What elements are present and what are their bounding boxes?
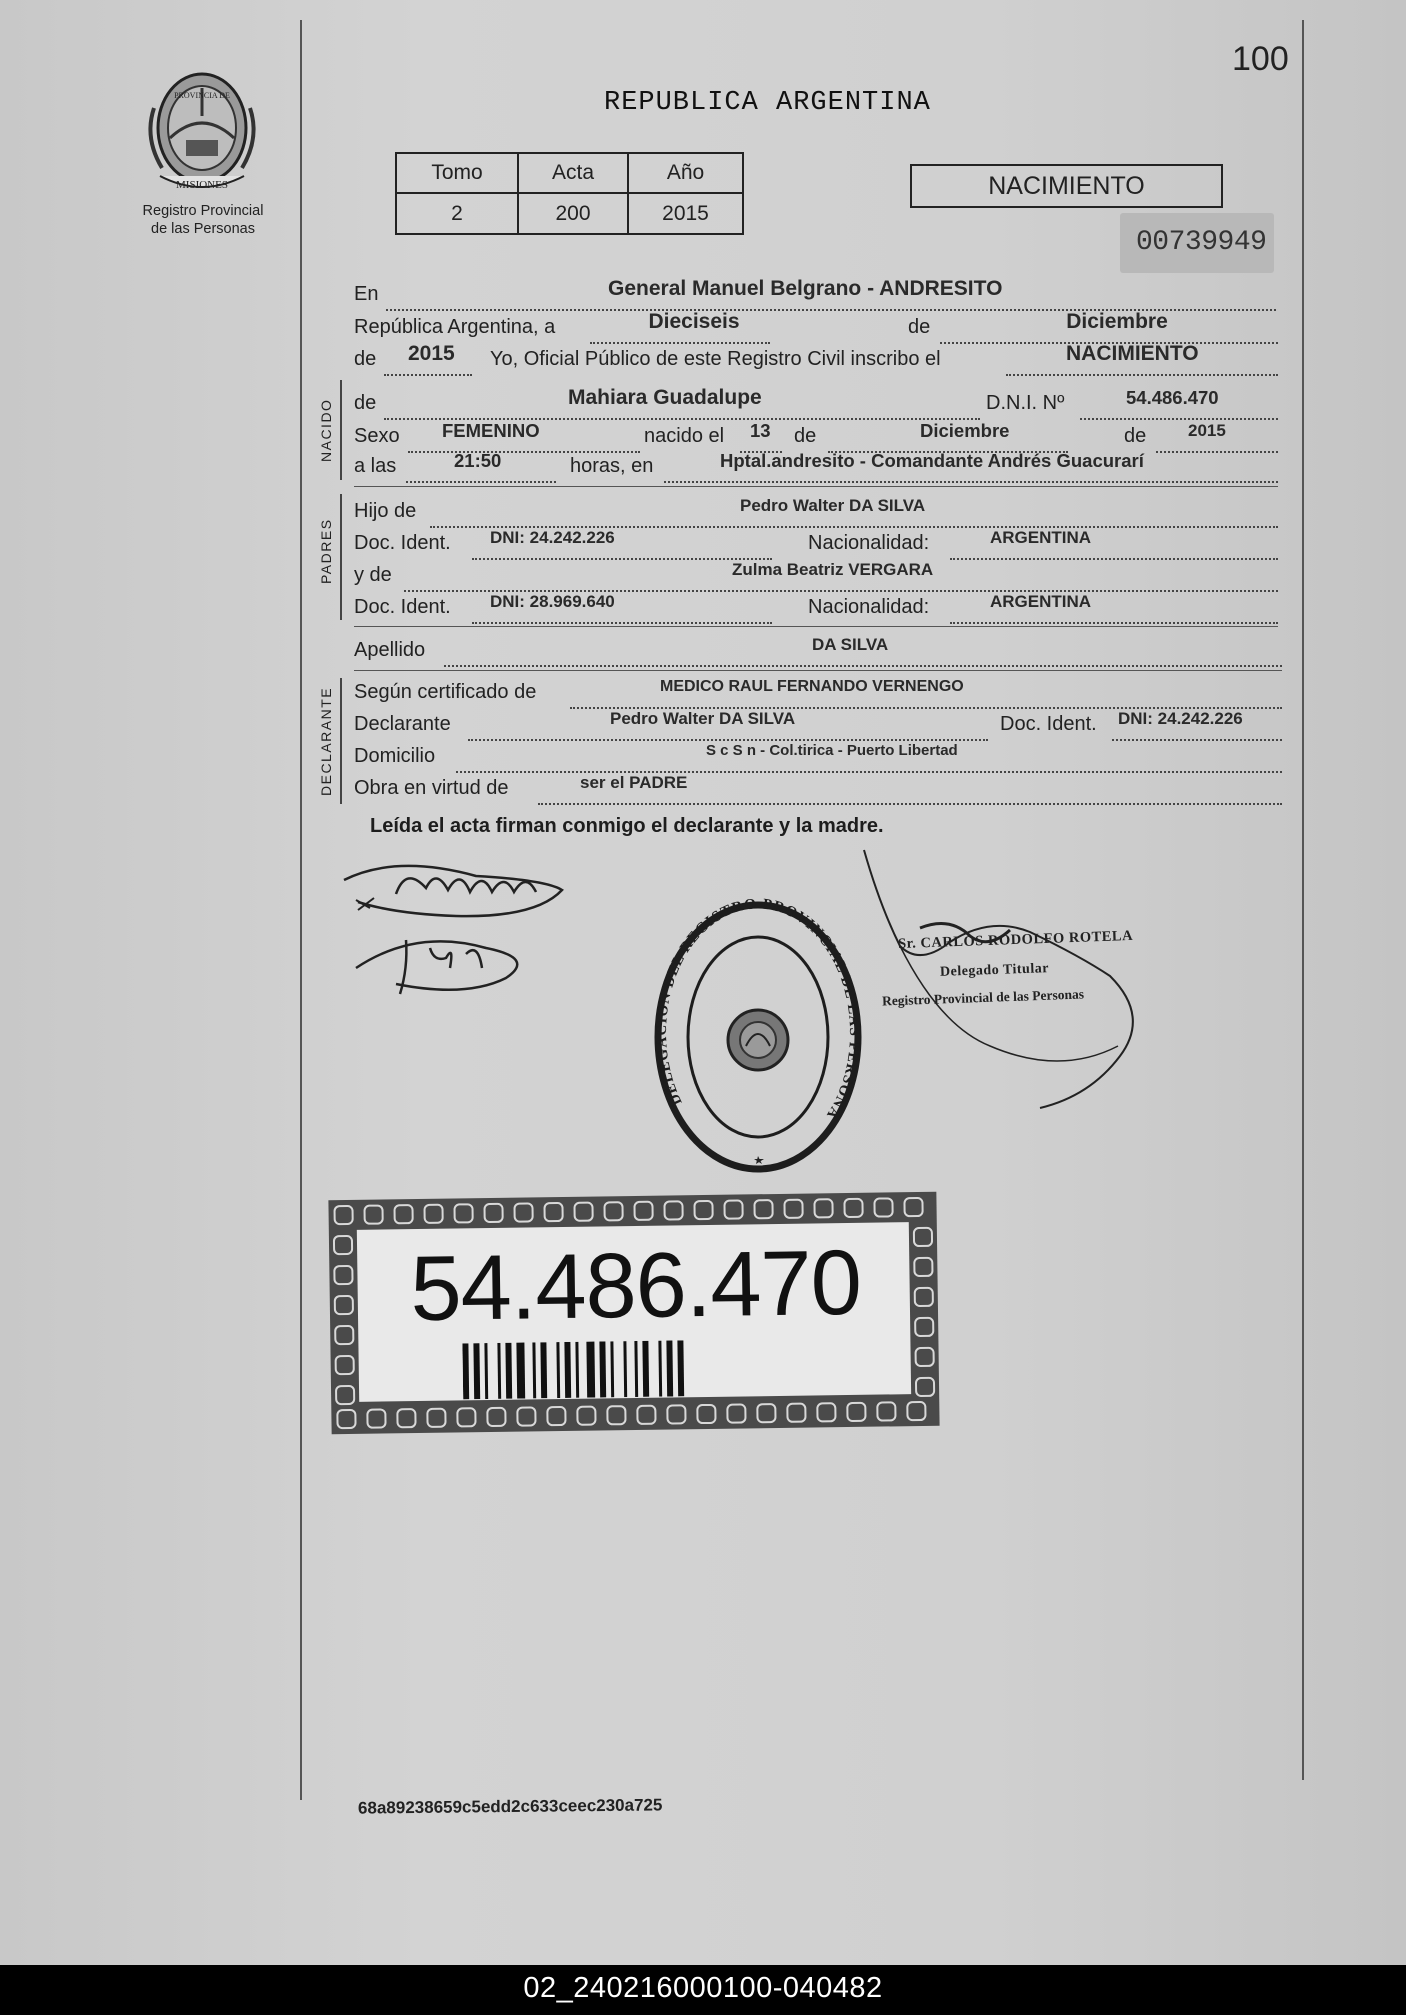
sticker-pattern-mark <box>336 1386 354 1404</box>
sticker-pattern-mark <box>787 1404 805 1422</box>
page-number: 100 <box>1232 40 1289 78</box>
sticker-pattern-mark <box>664 1201 682 1219</box>
divider-apellido <box>354 626 1278 627</box>
barcode-bar <box>677 1340 684 1396</box>
svg-text:PROVINCIA DE: PROVINCIA DE <box>174 91 230 100</box>
sticker-pattern-mark <box>634 1202 652 1220</box>
svg-text:MISIONES: MISIONES <box>176 179 228 191</box>
sexo-value: FEMENINO <box>442 420 540 441</box>
barcode-bar <box>586 1342 595 1398</box>
barcode-bar <box>634 1341 638 1397</box>
svg-text:DELEGACION DEL REGISTRO PROVIN: DELEGACION DEL REGISTRO PROVINCIAL DE LAS PERSONA <box>653 896 863 1123</box>
barcode-bar <box>564 1342 571 1398</box>
obra-value: ser el PADRE <box>580 773 688 792</box>
sticker-pattern-mark <box>914 1228 932 1246</box>
line-apellido: Apellido DA SILVA <box>354 639 1282 669</box>
acta-header: Acta <box>518 153 628 193</box>
sticker-dni-number: 54.486.470 <box>409 1231 862 1341</box>
official-name: Sr. CARLOS RODOLFO ROTELA <box>897 927 1134 953</box>
anio-nacimiento: 2015 <box>1188 421 1226 440</box>
sticker-pattern-mark <box>667 1405 685 1423</box>
sticker-pattern-mark <box>336 1356 354 1374</box>
declarante-label: DECLARANTE <box>318 686 334 796</box>
sticker-pattern-mark <box>817 1403 835 1421</box>
barcode-bar <box>642 1341 649 1397</box>
barcode-bar <box>462 1343 469 1399</box>
sticker-pattern-mark <box>697 1405 715 1423</box>
official-signature <box>860 846 1150 1112</box>
padres-bar <box>340 494 342 620</box>
madre-value: Zulma Beatriz VERGARA <box>732 560 934 579</box>
barcode-bar <box>516 1343 525 1399</box>
right-margin-line <box>1302 20 1304 1780</box>
sticker-pattern-mark <box>334 1266 352 1284</box>
barcode-bar <box>505 1343 512 1399</box>
acta-value: 200 <box>518 193 628 234</box>
sticker-pattern-mark <box>487 1408 505 1426</box>
footer-id: 02_240216000100-040482 <box>523 1972 883 2004</box>
anio-inscripcion: 2015 <box>408 342 455 365</box>
anio-header: Año <box>628 153 743 193</box>
sticker-pattern-mark <box>547 1407 565 1425</box>
line-padre: Hijo de Pedro Walter DA SILVA <box>354 500 1278 530</box>
dia-nacimiento: 13 <box>750 420 771 441</box>
sticker-pattern-mark <box>397 1409 415 1427</box>
line-inscripcion: de 2015 Yo, Oficial Público de este Registro Civil inscribo el NACIMIENTO <box>354 348 1278 378</box>
dni-sticker <box>328 1192 939 1434</box>
country-title: REPUBLICA ARGENTINA <box>604 88 931 118</box>
divider-declarante <box>354 670 1282 671</box>
barcode-bar <box>610 1341 614 1397</box>
sticker-pattern-mark <box>457 1408 475 1426</box>
misiones-emblem <box>140 68 264 200</box>
line-nombre: de Mahiara Guadalupe D.N.I. Nº 54.486.470 <box>354 392 1278 422</box>
sticker-pattern-mark <box>844 1199 862 1217</box>
barcode-bar <box>658 1341 662 1397</box>
sticker-pattern-mark <box>334 1206 352 1224</box>
sticker-pattern-mark <box>544 1203 562 1221</box>
mes-nacimiento: Diciembre <box>920 420 1010 441</box>
sticker-pattern-mark <box>907 1402 925 1420</box>
padre-value: Pedro Walter DA SILVA <box>740 496 926 515</box>
sticker-pattern-mark <box>367 1409 385 1427</box>
sticker-pattern-mark <box>335 1326 353 1344</box>
line-certificado: Según certificado de MEDICO RAUL FERNANDO VERNENGO <box>354 681 1282 711</box>
barcode <box>462 1338 815 1399</box>
padre-nacionalidad-value: ARGENTINA <box>990 528 1092 547</box>
declarante-value: Pedro Walter DA SILVA <box>610 709 796 728</box>
sticker-pattern-mark <box>916 1348 934 1366</box>
dni-value: 54.486.470 <box>1126 387 1219 408</box>
tomo-header: Tomo <box>396 153 518 193</box>
signatures-declarant-mother <box>336 858 572 998</box>
barcode-bar <box>484 1343 488 1399</box>
serial-number: 00739949 <box>1136 227 1267 258</box>
left-margin-line <box>300 20 302 1800</box>
padre-doc-value: DNI: 24.242.226 <box>490 528 615 547</box>
mes-inscripcion: Diciembre <box>1066 310 1168 333</box>
line-madre: y de Zulma Beatriz VERGARA <box>354 564 1278 594</box>
sticker-pattern-mark <box>754 1200 772 1218</box>
sticker-pattern-mark <box>914 1258 932 1276</box>
sticker-pattern-mark <box>814 1199 832 1217</box>
line-fecha: República Argentina, a Dieciseis de Diciembre <box>354 316 1278 346</box>
domicilio-value: S c S n - Col.tirica - Puerto Libertad <box>706 742 958 759</box>
line-obra: Obra en virtud de ser el PADRE <box>354 777 1282 807</box>
sticker-pattern-mark <box>364 1206 382 1224</box>
divider-padres <box>354 486 1278 487</box>
sticker-pattern-mark <box>517 1407 535 1425</box>
barcode-bar <box>540 1342 547 1398</box>
madre-nacionalidad-value: ARGENTINA <box>990 592 1092 611</box>
certificado-value: MEDICO RAUL FERNANDO VERNENGO <box>660 678 964 695</box>
madre-doc-value: DNI: 28.969.640 <box>490 592 615 611</box>
sticker-pattern-mark <box>604 1202 622 1220</box>
sticker-pattern-mark <box>915 1288 933 1306</box>
sticker-pattern-mark <box>847 1403 865 1421</box>
record-type-box: NACIMIENTO <box>910 164 1223 208</box>
sticker-pattern-mark <box>514 1203 532 1221</box>
sticker-pattern-mark <box>424 1205 442 1223</box>
sticker-pattern-mark <box>904 1198 922 1216</box>
sticker-pattern-mark <box>454 1204 472 1222</box>
tipo-inscripcion: NACIMIENTO <box>1066 342 1199 365</box>
registry-caption: Registro Provincial de las Personas <box>142 203 264 237</box>
nombre-value: Mahiara Guadalupe <box>568 386 762 409</box>
dia-inscripcion: Dieciseis <box>648 310 740 333</box>
sticker-pattern-mark <box>915 1318 933 1336</box>
registry-table <box>395 152 744 235</box>
closing-statement: Leída el acta firman conmigo el declarante y la madre. <box>370 815 884 837</box>
sticker-pattern-mark <box>577 1407 595 1425</box>
sticker-pattern-mark <box>574 1203 592 1221</box>
registry-stamp <box>650 896 866 1178</box>
line-sexo: Sexo FEMENINO nacido el 13 de Diciembre de 2015 <box>354 425 1278 455</box>
apellido-value: DA SILVA <box>812 635 889 654</box>
barcode-bar <box>623 1341 627 1397</box>
sticker-pattern-mark <box>427 1409 445 1427</box>
line-hora: a las 21:50 horas, en Hptal.andresito - Comandante Andrés Guacurarí <box>354 455 1278 485</box>
sticker-pattern-mark <box>694 1201 712 1219</box>
sticker-pattern-mark <box>784 1200 802 1218</box>
sticker-pattern-mark <box>334 1236 352 1254</box>
declarante-bar <box>340 678 342 804</box>
lugar-value: General Manuel Belgrano - ANDRESITO <box>608 277 1003 300</box>
sticker-pattern-mark <box>484 1204 502 1222</box>
line-padre-doc: Doc. Ident. DNI: 24.242.226 Nacionalidad: ARGENTINA <box>354 532 1278 562</box>
document-hash: 68a89238659c5edd2c633ceec230a725 <box>357 1795 663 1818</box>
lugar-nacimiento: Hptal.andresito - Comandante Andrés Guacurarí <box>720 450 1144 471</box>
line-declarante: Declarante Pedro Walter DA SILVA Doc. Ident. DNI: 24.242.226 <box>354 713 1282 743</box>
tomo-value: 2 <box>396 193 518 234</box>
sticker-label-area <box>357 1222 911 1402</box>
nacido-bar <box>340 380 342 480</box>
sticker-pattern-mark <box>874 1198 892 1216</box>
anio-value: 2015 <box>628 193 743 234</box>
sticker-pattern-mark <box>335 1296 353 1314</box>
sticker-pattern-mark <box>916 1378 934 1396</box>
barcode-bar <box>473 1343 480 1399</box>
sticker-pattern-mark <box>607 1406 625 1424</box>
line-madre-doc: Doc. Ident. DNI: 28.969.640 Nacionalidad: ARGENTINA <box>354 596 1278 626</box>
sticker-pattern-mark <box>724 1200 742 1218</box>
line-lugar: En General Manuel Belgrano - ANDRESITO <box>354 283 1278 313</box>
nacido-label: NACIDO <box>318 398 334 462</box>
line-domicilio: Domicilio S c S n - Col.tirica - Puerto Libertad <box>354 745 1282 775</box>
sticker-pattern-mark <box>757 1404 775 1422</box>
barcode-bar <box>666 1340 673 1396</box>
barcode-bar <box>532 1342 536 1398</box>
official-role: Delegado Titular <box>939 961 1050 980</box>
barcode-bar <box>497 1343 501 1399</box>
sticker-pattern-mark <box>337 1410 355 1428</box>
barcode-bar <box>599 1341 606 1397</box>
barcode-bar <box>556 1342 560 1398</box>
sticker-pattern-mark <box>637 1406 655 1424</box>
sticker-pattern-mark <box>394 1205 412 1223</box>
declarante-doc-value: DNI: 24.242.226 <box>1118 709 1243 728</box>
hora-value: 21:50 <box>454 450 502 471</box>
official-office: Registro Provincial de las Personas <box>881 986 1085 1009</box>
sticker-pattern-mark <box>877 1402 895 1420</box>
padres-label: PADRES <box>318 518 334 584</box>
sticker-pattern-mark <box>727 1404 745 1422</box>
barcode-bar <box>575 1342 579 1398</box>
